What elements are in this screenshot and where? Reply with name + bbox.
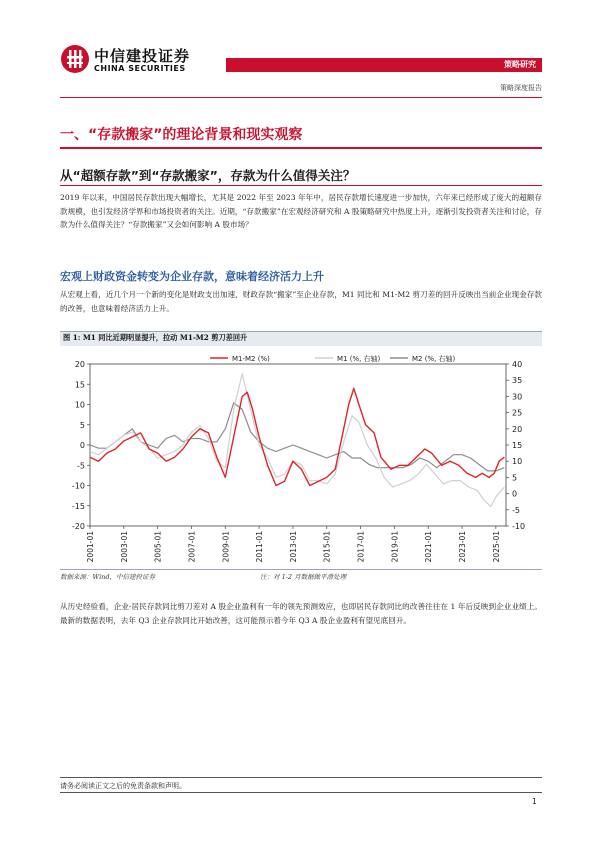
china-securities-logo-icon <box>60 44 90 74</box>
sub-subsection-heading: 宏观上财政资金转变为企业存款，意味着经济活力上升 <box>60 270 324 283</box>
y-left-tick-label: 0 <box>79 441 85 450</box>
page-number: 1 <box>532 797 537 806</box>
x-tick-label: 2017-01 <box>356 531 366 563</box>
m1-m2-line-chart <box>60 347 542 569</box>
legend-label-m1: M1 (%, 右轴) <box>337 355 381 363</box>
y-left-tick-label: -5 <box>77 461 85 471</box>
x-tick-label: 2025-01 <box>491 531 501 563</box>
subsection-heading: 从“超额存款”到“存款搬家”，存款为什么值得关注？ <box>60 168 356 183</box>
y-right-tick-label: 40 <box>512 360 523 369</box>
x-tick-label: 2021-01 <box>424 531 434 563</box>
series-line-m2 <box>90 403 504 471</box>
y-right-tick-label: 0 <box>512 489 518 499</box>
y-right-tick-label: -10 <box>512 522 526 531</box>
x-tick-label: 2015-01 <box>322 531 332 563</box>
x-tick-label: 2007-01 <box>187 531 197 563</box>
section-heading-divider <box>60 147 542 149</box>
y-right-tick-label: 5 <box>512 473 518 483</box>
y-left-tick-label: -20 <box>71 522 85 531</box>
paragraph-macro: 从宏观上看，近几个月一个新的变化是财政支出加速，财政存款“搬家”至企业存款，M1 同比和 M1-M2 剪刀差的回升反映出当前企业现金存款的改善，也意味着经济活力上升。 <box>60 290 542 313</box>
figure-source: 数据来源：Wind，中信建投证券 <box>60 573 155 581</box>
x-tick-label: 2011-01 <box>255 531 265 563</box>
figure-note: 注：对 1-2 月数据做平滑处理 <box>260 573 347 581</box>
y-left-tick-label: 20 <box>74 360 85 369</box>
section-tag: 策略研究 <box>504 60 536 69</box>
header-divider <box>60 97 542 98</box>
x-tick-label: 2019-01 <box>390 531 400 563</box>
legend-label-m1-m2: M1-M2 (%) <box>232 355 270 363</box>
y-left-tick-label: -15 <box>71 501 85 511</box>
y-left-tick-label: -10 <box>71 481 85 491</box>
report-type: 策略深度报告 <box>500 84 542 92</box>
section-heading: 一、“存款搬家”的理论背景和现实观察 <box>60 127 303 143</box>
footer-disclaimer[interactable]: 请务必阅读正文之后的免责条款和声明。 <box>60 782 186 790</box>
series-line-m1 <box>90 374 504 507</box>
subsection-heading-divider <box>60 185 542 186</box>
series-line-m1-m2 <box>90 388 504 485</box>
footer-divider-top <box>60 777 542 778</box>
paragraph-history: 从历史经验看，企业-居民存款同比剪刀差对 A 股企业盈利有一年的领先预测效应，也即居民存款同比的改善往往在 1 年后反映到企业业绩上。最新的数据表明，去年 Q3 企业存款同比开始改善，这可能预示着今年 Q3 A 股企业盈利有望见底回升。 <box>60 602 542 625</box>
figure-title: 图 1: M1 同比近期明显提升，拉动 M1-M2 剪刀差回升 <box>63 333 248 342</box>
x-tick-label: 2003-01 <box>119 531 129 563</box>
y-left-tick-label: 10 <box>74 400 85 410</box>
paragraph-intro: 2019 年以来，中国居民存款出现大幅增长，尤其是 2022 年至 2023 年年中，居民存款增长速度进一步加快，六年来已经形成了庞大的超额存款规模，也引发经济学界和市场投资者的关注。近期，“存款搬家”在宏观经济研究和 A 股策略研究中热度上升，逐渐引发投资者关注和讨论，存款为什么值得关注？“存款搬家”又会如何影响 A 股市场？ <box>60 193 542 229</box>
header-bar <box>226 58 542 72</box>
y-right-tick-label: 15 <box>512 441 523 450</box>
x-tick-label: 2001-01 <box>86 531 95 563</box>
y-right-tick-label: 30 <box>512 392 523 402</box>
y-right-tick-label: 10 <box>512 457 523 467</box>
legend-label-m2: M2 (%, 右轴) <box>412 355 456 363</box>
plot-frame <box>90 364 506 526</box>
figure-source-divider <box>60 569 542 570</box>
y-left-tick-label: 15 <box>74 380 85 390</box>
x-tick-label: 2013-01 <box>288 531 298 563</box>
y-right-tick-label: 20 <box>512 424 523 434</box>
y-right-tick-label: 35 <box>512 376 523 386</box>
y-right-tick-label: 25 <box>512 408 523 418</box>
y-left-tick-label: 5 <box>79 420 85 430</box>
x-tick-label: 2009-01 <box>221 531 231 563</box>
x-tick-label: 2005-01 <box>153 531 163 563</box>
brand-name-cn: 中信建投证券 <box>94 47 191 65</box>
x-tick-label: 2023-01 <box>458 531 468 563</box>
brand-name-en: CHINA SECURITIES <box>94 64 186 73</box>
footer-divider-bottom <box>60 792 542 793</box>
y-right-tick-label: -5 <box>512 505 520 515</box>
